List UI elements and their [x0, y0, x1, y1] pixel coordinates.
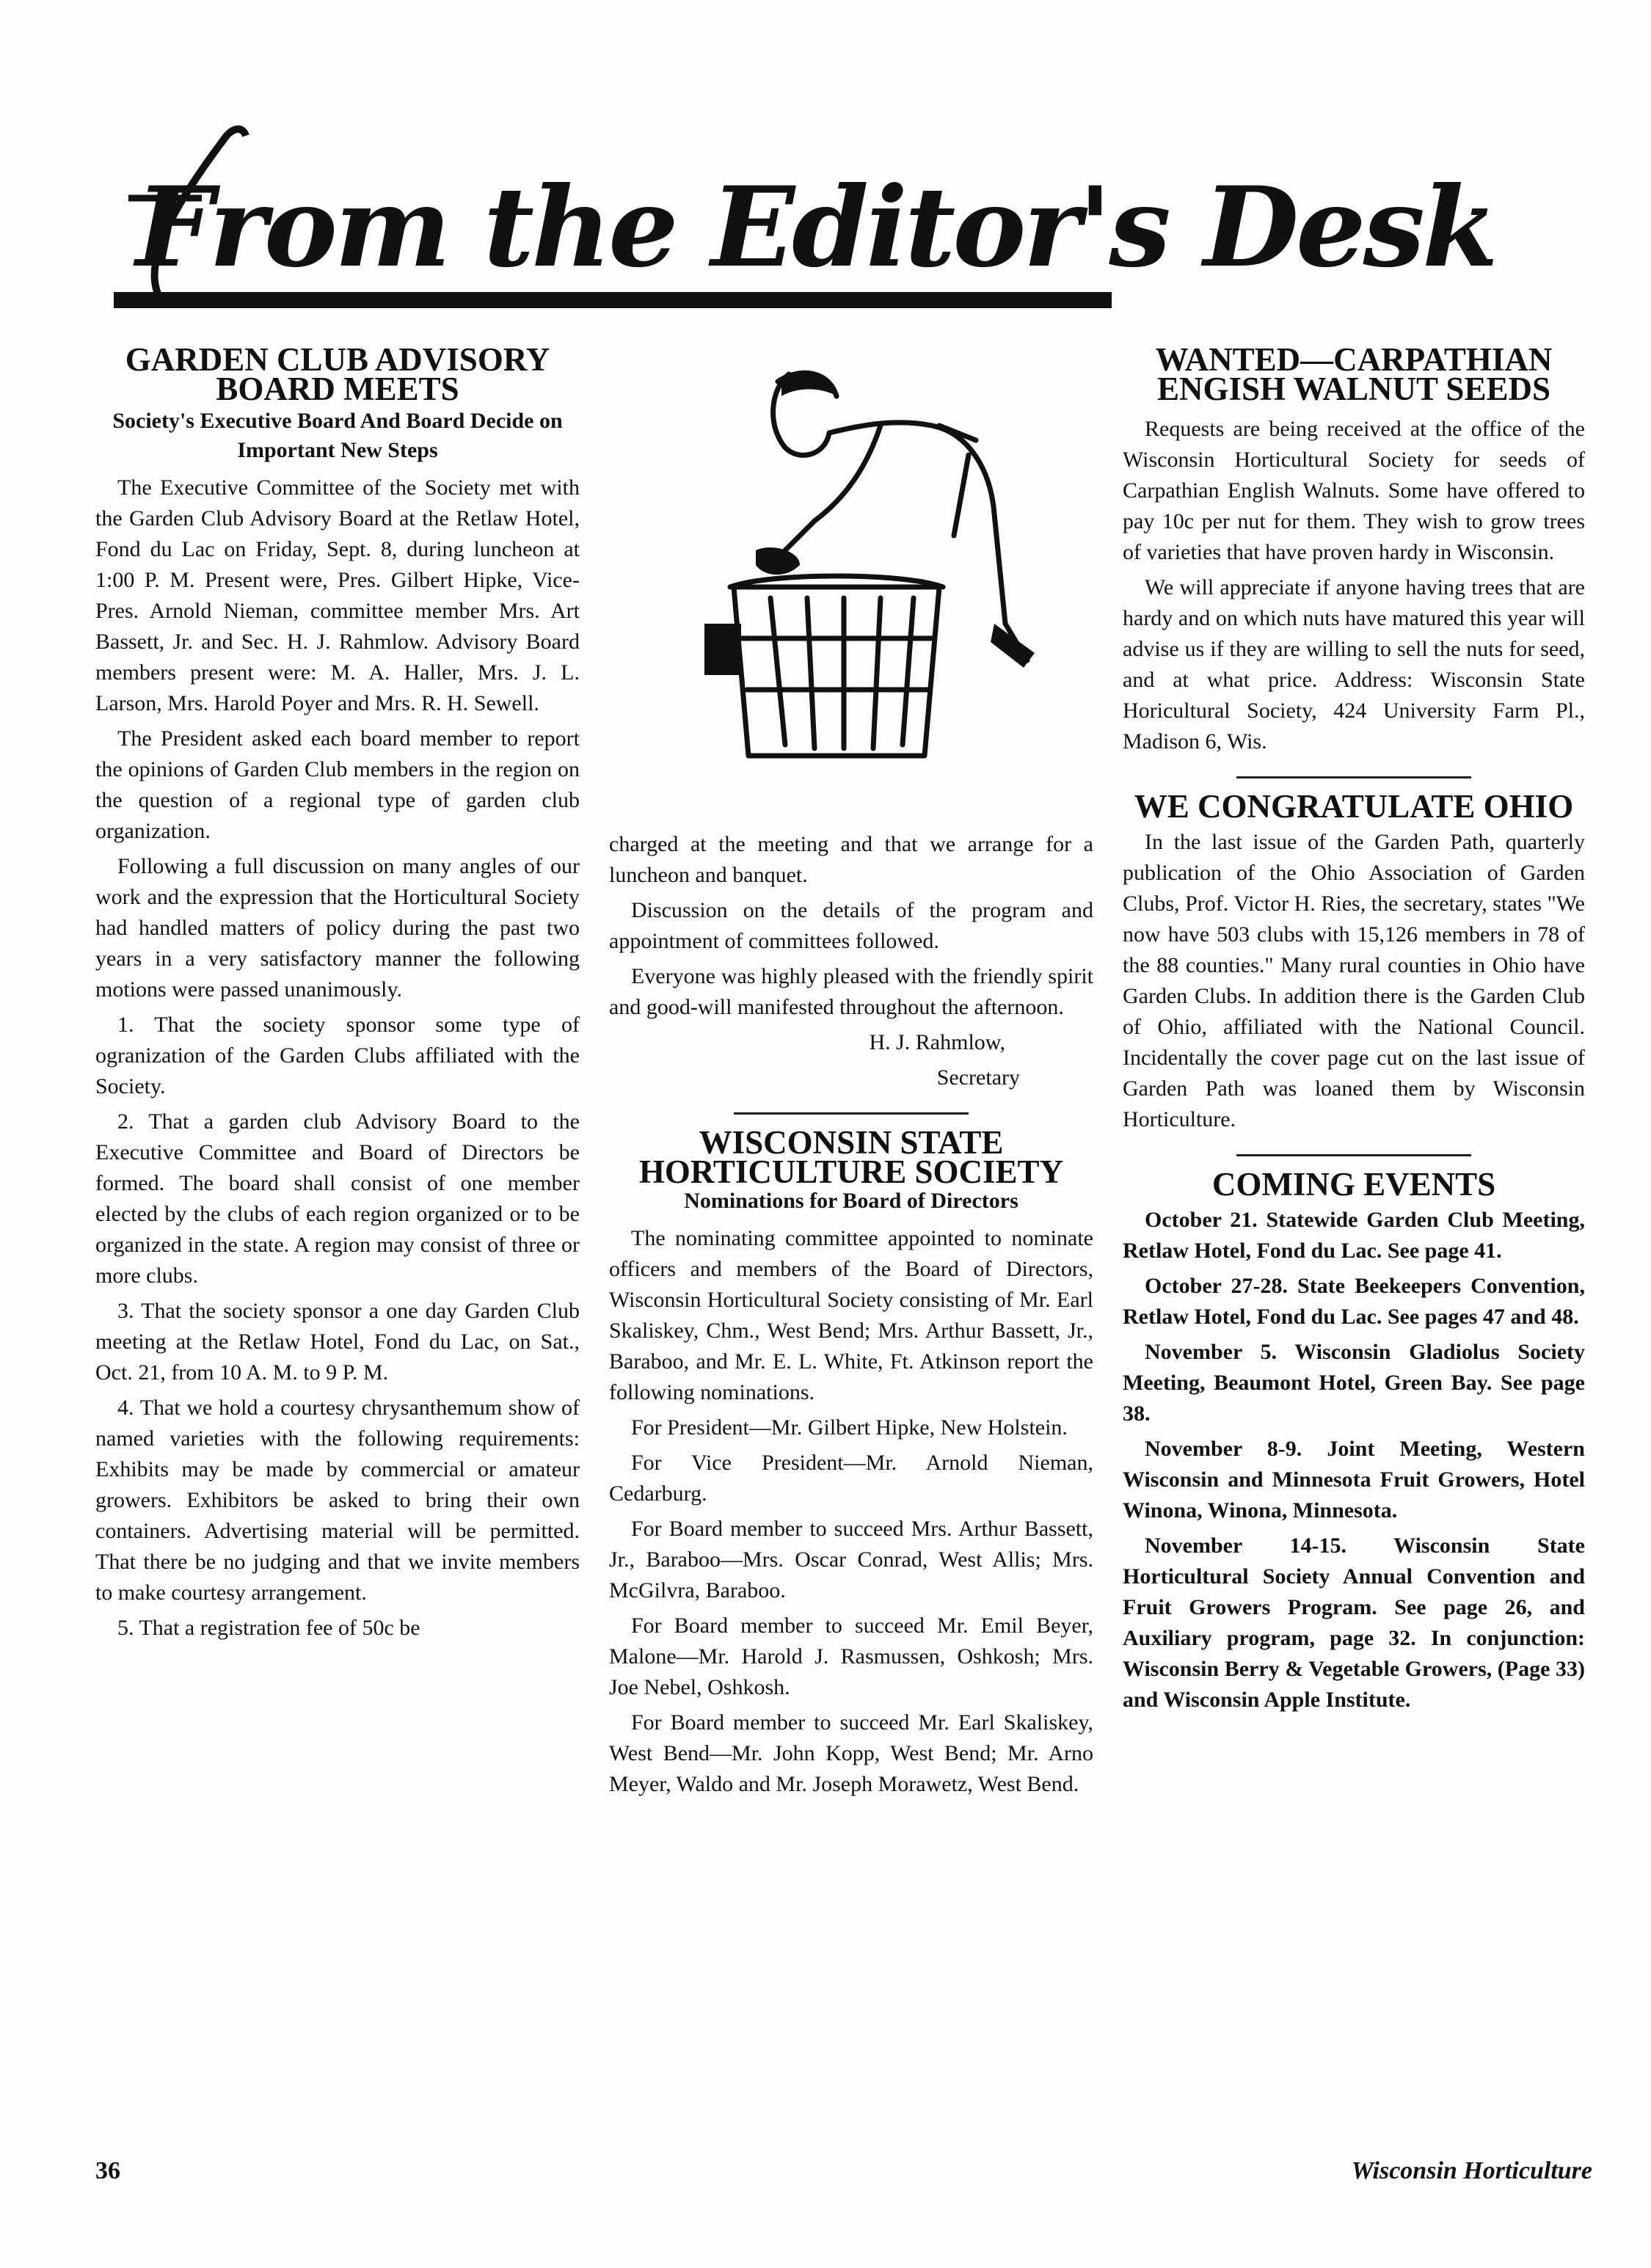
motion-item: 5. That a registration fee of 50c be [117, 1616, 420, 1640]
article-heading-coming-events: COMING EVENTS [1211, 1166, 1496, 1203]
signature-title: Secretary [936, 1065, 1020, 1090]
nomination-item: For Board member to succeed Mr. Earl Skaliskey, West Bend—Mr. John Kopp, West Bend; Mr. Arno Meyer, Waldo and Mr. Joseph Morawetz, West Bend. [609, 1710, 1093, 1796]
masthead [114, 110, 1495, 308]
motion-item: 3. That the society sponsor a one day Garden Club meeting at the Retlaw Hotel, Fond du Lac, on Sat., Oct. 21, from 10 A. M. to 9 P. M. [95, 1299, 580, 1385]
paragraph: Requests are being received at the office of the Wisconsin Horticultural Society for seeds of Carpathian English Walnuts. Some have offered to pay 10c per nut for them. They wish to grow trees of varieties that have proven hardy in Wisconsin. [1123, 417, 1585, 564]
motion-item: 4. That we hold a courtesy chrysanthemum show of named varieties with the following requirements: Exhibits may be made by commercial or amateur growers. Exhibitors be asked to bring their own containers. Advertising material will be permitted. That there be no judging and that we invite members to make courtesy arrangement. [95, 1396, 580, 1605]
section-divider [1236, 1154, 1471, 1156]
middle-text-area [609, 829, 1093, 1800]
event-item: November 8-9. Joint Meeting, Western Wisconsin and Minnesota Fruit Growers, Hotel Winona, Winona, Minnesota. [1123, 1437, 1585, 1523]
article-heading-ohio: WE CONGRATULATE OHIO [1134, 788, 1574, 825]
paragraph: The nominating committee appointed to nominate officers and members of the Board of Directors, Wisconsin Horticultural Society consisting of Mr. Earl Skaliskey, Chm., West Bend; Mrs. Arthur Bassett, Jr., Baraboo, and Mr. E. L. White, Ft. Atkinson report the following nominations. [609, 1226, 1093, 1404]
column-left [95, 341, 580, 1648]
event-item: November 14-15. Wisconsin State Horticultural Society Annual Convention and Fruit Growers Program. See page 26, and Auxiliary program, page 32. In conjunction: Wisconsin Berry & Vegetable Growers, (Page 33) and Wisconsin Apple Institute. [1123, 1534, 1585, 1712]
event-item: October 27-28. State Beekeepers Convention, Retlaw Hotel, Fond du Lac. See pages 47 and 48. [1123, 1274, 1585, 1329]
column-middle [609, 345, 1093, 1804]
paragraph: Discussion on the details of the program and appointment of committees followed. [609, 898, 1093, 953]
page-number: 36 [95, 2157, 120, 2184]
section-divider [734, 1112, 969, 1115]
paragraph: The Executive Committee of the Society met with the Garden Club Advisory Board at the Retlaw Hotel, Fond du Lac on Friday, Sept. 8, during luncheon at 1:00 P. M. Present were, Pres. Gilbert Hipke, Vice-Pres. Arnold Nieman, committee member Mrs. Art Bassett, Jr. and Sec. H. J. Rahmlow. Advisory Board members present were: M. A. Haller, Mrs. J. L. Larson, Mrs. Harold Poyer and Mrs. R. H. Sewell. [95, 475, 580, 715]
masthead-title: From the Editor's Desk [136, 163, 1495, 292]
nomination-item: For Vice President—Mr. Arnold Nieman, Cedarburg. [609, 1451, 1093, 1506]
nomination-item: For Board member to succeed Mrs. Arthur Bassett, Jr., Baraboo—Mrs. Oscar Conrad, West Allis; Mrs. McGilvra, Baraboo. [609, 1517, 1093, 1602]
nomination-item: For President—Mr. Gilbert Hipke, New Holstein. [631, 1415, 1068, 1440]
article-subheading-nominations: Nominations for Board of Directors [684, 1189, 1018, 1213]
motion-item: 2. That a garden club Advisory Board to the Executive Committee and Board of Directors be formed. The board shall consist of one member elected by the clubs of each region organized or to be organized in the state. A region may consist of three or more clubs. [95, 1109, 580, 1288]
motion-item: 1. That the society sponsor some type of ogranization of the Garden Clubs affiliated with the Society. [95, 1013, 580, 1098]
event-item: October 21. Statewide Garden Club Meeting, Retlaw Hotel, Fond du Lac. See page 41. [1123, 1208, 1585, 1263]
paragraph: In the last issue of the Garden Path, quarterly publication of the Ohio Association of Garden Clubs, Prof. Victor H. Ries, the secretary, states "We now have 503 clubs with 15,126 members in 78 of the 88 counties." Many rural counties in Ohio have Garden Clubs. In addition there is the Garden Club of Ohio, affiliated with the National Council. Incidentally the cover page cut on the last issue of Garden Path was loaned them by Wisconsin Horticulture. [1123, 830, 1585, 1131]
paragraph: Everyone was highly pleased with the friendly spirit and good-will manifested throughout the afternoon. [609, 964, 1093, 1019]
article-heading-advisory-board: GARDEN CLUB ADVISORY BOARD MEETS [125, 341, 550, 407]
section-divider [1236, 776, 1471, 779]
signature-name: H. J. Rahmlow, [869, 1030, 1005, 1054]
publication-name: Wisconsin Horticulture [1351, 2157, 1592, 2184]
article-subheading-advisory-board: Society's Executive Board And Board Decide on Important New Steps [112, 409, 563, 462]
paragraph: The President asked each board member to report the opinions of Garden Club members in the region on the question of a regional type of garden club organization. [95, 726, 580, 843]
paragraph: charged at the meeting and that we arrange for a luncheon and banquet. [609, 832, 1093, 887]
nomination-item: For Board member to succeed Mr. Emil Beyer, Malone—Mr. Harold J. Rasmussen, Oshkosh; Mrs. Joe Nebel, Oshkosh. [609, 1614, 1093, 1699]
paragraph: Following a full discussion on many angles of our work and the expression that the Horticultural Society had handled matters of policy during the past two years in a very satisfactory manner the following motions were passed unanimously. [95, 854, 580, 1002]
column-right [1123, 341, 1585, 1720]
paragraph: We will appreciate if anyone having trees that are hardy and on which nuts have matured this year will advise us if they are willing to sell the nuts for seed, and at what price. Address: Wisconsin State Horicultural Society, 424 University Farm Pl., Madison 6, Wis. [1123, 575, 1585, 754]
article-heading-walnut-seeds: WANTED—CARPATHIAN ENGISH WALNUT SEEDS [1155, 341, 1553, 407]
event-item: November 5. Wisconsin Gladiolus Society Meeting, Beaumont Hotel, Green Bay. See page 38. [1123, 1340, 1585, 1426]
masthead-rule [114, 292, 1112, 308]
article-heading-nominations: WISCONSIN STATE HORTICULTURE SOCIETY [638, 1124, 1064, 1190]
